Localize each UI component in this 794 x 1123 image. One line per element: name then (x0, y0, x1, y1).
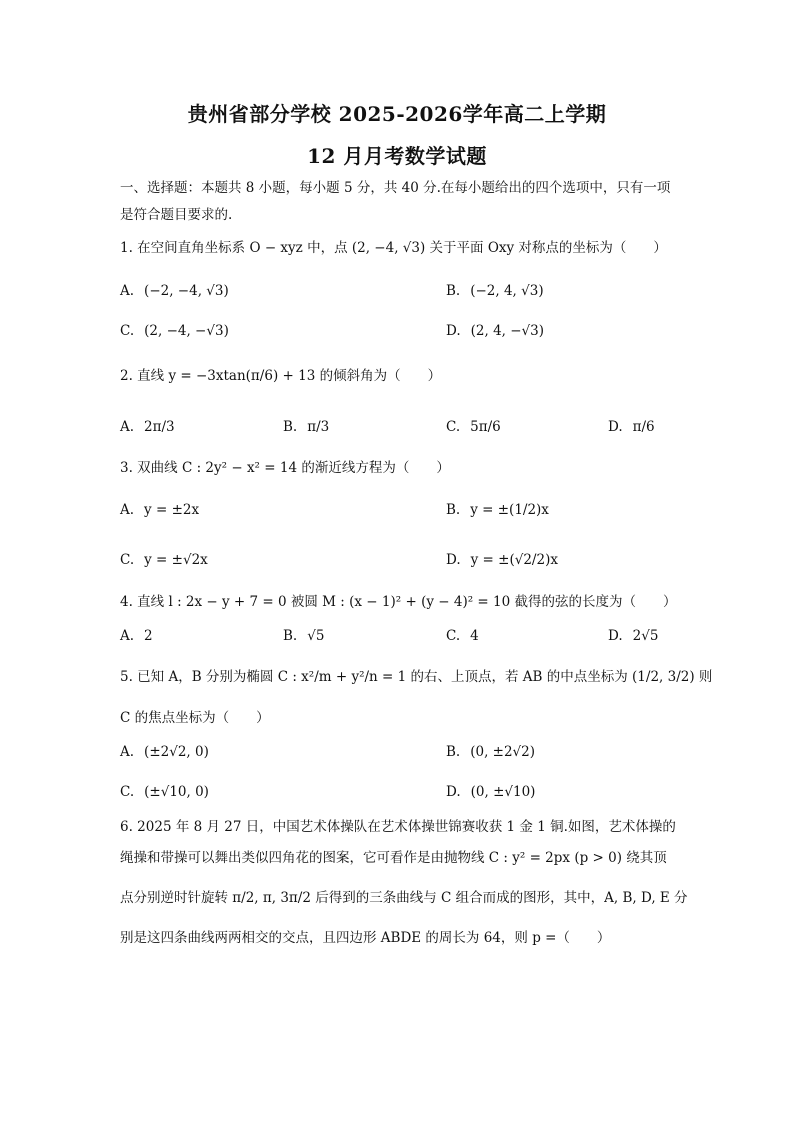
question-6-line2: 绳操和带操可以舞出类似四角花的图案，它可看作是由抛物线 C : y² = 2px (p > 0) 绕其顶 (120, 850, 667, 866)
option-label: B. (283, 419, 298, 435)
question-2-option-a (120, 417, 175, 437)
option-value: √5 (307, 628, 325, 644)
option-value: (−2, 4, √3) (470, 283, 544, 299)
option-value: y = ±(1/2)x (470, 502, 549, 518)
question-3-option-c (120, 550, 208, 570)
option-value: 2π/3 (144, 419, 175, 435)
question-6-line1: 6. 2025 年 8 月 27 日，中国艺术体操队在艺术体操世锦赛收获 1 金 1 铜.如图，艺术体操的 (120, 819, 676, 835)
question-5-option-b (446, 742, 535, 762)
option-value: (0, ±2√2) (470, 744, 536, 760)
option-value: π/3 (307, 419, 330, 435)
question-1-stem: 1. 在空间直角坐标系 O − xyz 中，点 (2, −4, √3) 关于平面 Oxy 对称点的坐标为（ ） (120, 240, 667, 256)
question-6-line4: 别是这四条曲线两两相交的交点，且四边形 ABDE 的周长为 64，则 p =（ ） (120, 930, 611, 946)
question-4-stem: 4. 直线 l : 2x − y + 7 = 0 被圆 M : (x − 1)² + (y − 4)² = 10 截得的弦的长度为（ ） (120, 594, 677, 610)
option-label: C. (120, 323, 135, 339)
option-value: 4 (470, 628, 479, 644)
option-label: D. (446, 784, 461, 800)
option-label: A. (120, 419, 135, 435)
option-value: 2√5 (632, 628, 659, 644)
option-label: C. (120, 784, 135, 800)
question-3-option-a (120, 500, 199, 520)
option-label: B. (446, 502, 461, 518)
option-label: B. (283, 628, 298, 644)
question-6-line3: 点分别逆时针旋转 π/2, π, 3π/2 后得到的三条曲线与 C 组合而成的图形，其中，A, B, D, E 分 (120, 890, 688, 906)
question-2-option-b (283, 417, 329, 437)
question-3-option-d (446, 550, 558, 570)
option-value: y = ±2x (144, 502, 200, 518)
option-value: (2, 4, −√3) (470, 323, 545, 339)
question-1-option-a (120, 281, 229, 301)
question-1-option-b (446, 281, 544, 301)
question-2-option-c (446, 417, 501, 437)
question-5-option-a (120, 742, 209, 762)
question-1-option-c (120, 321, 229, 341)
option-label: D. (608, 628, 623, 644)
option-value: (−2, −4, √3) (144, 283, 229, 299)
option-label: C. (446, 628, 461, 644)
option-label: B. (446, 744, 461, 760)
option-label: D. (608, 419, 623, 435)
question-1-option-d (446, 321, 544, 341)
question-2-option-d (608, 417, 655, 437)
option-value: (±2√2, 0) (144, 744, 209, 760)
question-4-option-d (608, 626, 658, 646)
option-value: 2 (144, 628, 153, 644)
option-label: C. (120, 552, 135, 568)
question-3-stem: 3. 双曲线 C : 2y² − x² = 14 的渐近线方程为（ ） (120, 460, 450, 476)
option-label: A. (120, 628, 135, 644)
option-value: (2, −4, −√3) (144, 323, 229, 339)
exam-title-line1: 贵州省部分学校 2025-2026学年高二上学期 (187, 102, 607, 126)
option-label: A. (120, 502, 135, 518)
question-5-option-c (120, 782, 209, 802)
option-label: A. (120, 283, 135, 299)
question-4-option-c (446, 626, 479, 646)
option-label: A. (120, 744, 135, 760)
option-value: y = ±√2x (144, 552, 208, 568)
section-heading-line2: 是符合题目要求的. (120, 207, 233, 223)
question-2-stem: 2. 直线 y = −3xtan(π/6) + 13 的倾斜角为（ ） (120, 368, 442, 384)
question-5-stem-line2: C 的焦点坐标为（ ） (120, 710, 270, 726)
question-5-stem-line1: 5. 已知 A，B 分别为椭圆 C : x²/m + y²/n = 1 的右、上顶点，若 AB 的中点坐标为 (1/2, 3/2) 则 (120, 669, 713, 685)
option-value: (±√10, 0) (144, 784, 209, 800)
question-3-option-b (446, 500, 549, 520)
exam-title-line2: 12 月月考数学试题 (307, 144, 487, 168)
option-label: D. (446, 323, 461, 339)
section-heading-line1: 一、选择题：本题共 8 小题，每小题 5 分，共 40 分.在每小题给出的四个选项中，只有一项 (120, 180, 671, 196)
option-value: y = ±(√2/2)x (470, 552, 558, 568)
option-value: π/6 (632, 419, 655, 435)
option-value: 5π/6 (470, 419, 501, 435)
option-label: C. (446, 419, 461, 435)
question-4-option-a (120, 626, 153, 646)
option-label: D. (446, 552, 461, 568)
question-5-option-d (446, 782, 535, 802)
option-value: (0, ±√10) (470, 784, 536, 800)
question-4-option-b (283, 626, 324, 646)
option-label: B. (446, 283, 461, 299)
